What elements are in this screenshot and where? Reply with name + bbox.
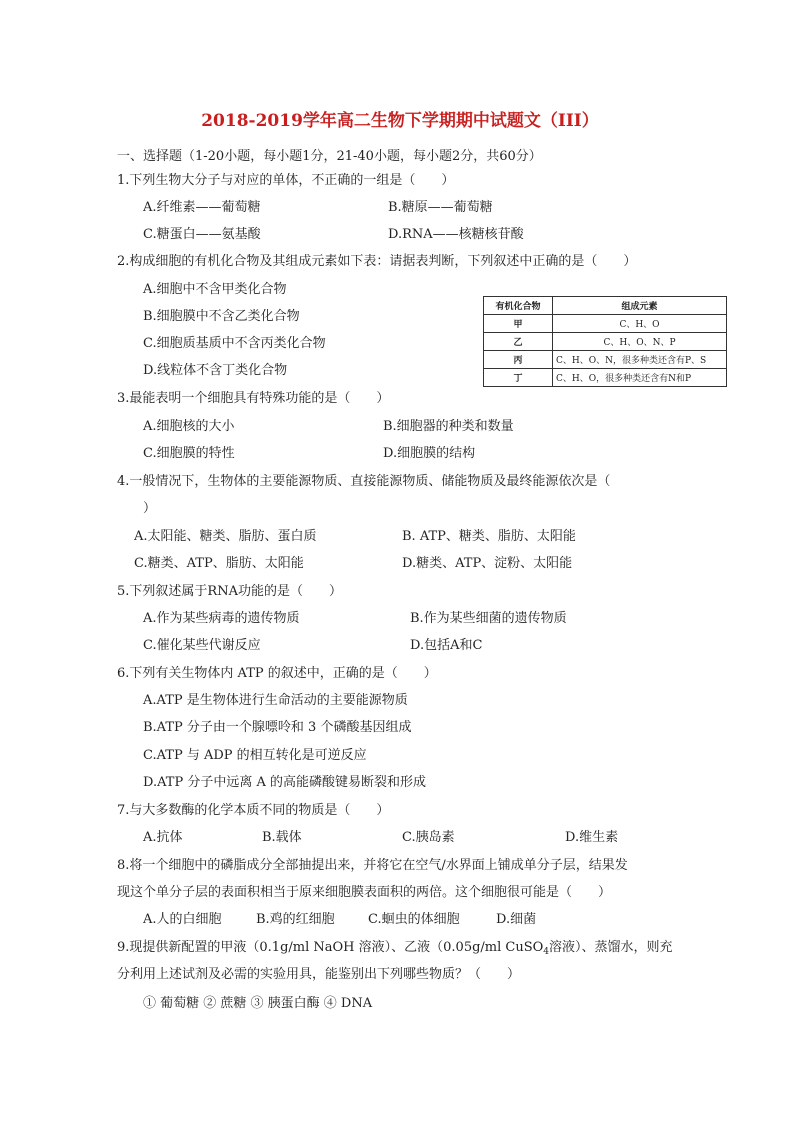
q5-option-a: A.作为某些病毒的遗传物质 <box>143 611 300 626</box>
q6-stem: 6.下列有关生物体内 ATP 的叙述中，正确的是（ ） <box>117 666 437 681</box>
q4-option-a: A.太阳能、糖类、脂肪、蛋白质 <box>134 529 317 544</box>
q8-option-d: D.细菌 <box>496 912 537 927</box>
q4-option-c: C.糖类、ATP、脂肪、太阳能 <box>134 556 304 571</box>
q5-option-c: C.催化某些代谢反应 <box>143 638 261 653</box>
q3-option-a: A.细胞核的大小 <box>143 419 235 434</box>
q2-option-c: C.细胞质基质中不含丙类化合物 <box>143 336 326 351</box>
table-row <box>484 333 727 351</box>
q4-option-d: D.糖类、ATP、淀粉、太阳能 <box>402 556 573 571</box>
q1-stem: 1.下列生物大分子与对应的单体，不正确的一组是（ ） <box>117 173 455 188</box>
section-header: 一、选择题（1-20小题，每小题1分，21-40小题，每小题2分，共60分） <box>117 149 542 164</box>
q1-option-b: B.糖原——葡萄糖 <box>388 200 493 215</box>
q9-options: ① 葡萄糖 ② 蔗糖 ③ 胰蛋白酶 ④ DNA <box>143 996 373 1011</box>
q7-stem: 7.与大多数酶的化学本质不同的物质是（ ） <box>117 803 390 818</box>
q7-option-b: B.载体 <box>262 830 302 845</box>
q1-option-c: C.糖蛋白——氨基酸 <box>143 227 261 242</box>
table-cell: 丁 <box>484 369 553 387</box>
q1-option-a: A.纤维素——葡萄糖 <box>143 200 261 215</box>
q6-option-d: D.ATP 分子中远离 A 的高能磷酸键易断裂和形成 <box>143 775 426 790</box>
q1-option-d: D.RNA——核糖核苷酸 <box>388 227 524 242</box>
table-cell: C、H、O、N、P <box>553 333 727 351</box>
table-cell: 乙 <box>484 333 553 351</box>
q9-stem-subscript: 4 <box>543 947 550 957</box>
q9-stem-part-a: 9.现提供新配置的甲液（0.1g/ml NaOH 溶液）、乙液（0.05g/ml CuSO <box>117 940 544 955</box>
q7-option-c: C.胰岛素 <box>402 830 455 845</box>
q3-option-d: D.细胞膜的结构 <box>383 446 476 461</box>
table-header-row <box>484 297 727 315</box>
q9-stem <box>117 939 673 961</box>
q2-stem: 2.构成细胞的有机化合物及其组成元素如下表：请据表判断，下列叙述中正确的是（ ） <box>117 254 637 269</box>
q8-option-b: B.鸡的红细胞 <box>256 912 335 927</box>
q2-option-b: B.细胞膜中不含乙类化合物 <box>143 309 300 324</box>
q4-stem-continued: ） <box>143 501 157 516</box>
q2-option-a: A.细胞中不含甲类化合物 <box>143 282 287 297</box>
table-row <box>484 315 727 333</box>
q4-stem: 4.一般情况下，生物体的主要能源物质、直接能源物质、储能物质及最终能源依次是（ <box>117 474 611 489</box>
q7-option-d: D.维生素 <box>565 830 619 845</box>
table-cell: 甲 <box>484 315 553 333</box>
q6-option-a: A.ATP 是生物体进行生命活动的主要能源物质 <box>143 693 408 708</box>
q3-option-c: C.细胞膜的特性 <box>143 446 235 461</box>
table-row <box>484 369 727 387</box>
table-cell: C、H、O <box>553 315 727 333</box>
table-cell: 丙 <box>484 351 553 369</box>
table-header-cell: 组成元素 <box>553 297 727 315</box>
q9-stem-part-b: 溶液）、蒸馏水，则充 <box>549 940 673 955</box>
compound-table <box>483 296 727 387</box>
q6-option-c: C.ATP 与 ADP 的相互转化是可逆反应 <box>143 748 367 763</box>
q5-option-b: B.作为某些细菌的遗传物质 <box>410 611 567 626</box>
q4-option-b: B. ATP、糖类、脂肪、太阳能 <box>402 529 576 544</box>
q7-option-a: A.抗体 <box>143 830 183 845</box>
table-row <box>484 351 727 369</box>
q8-option-a: A.人的白细胞 <box>143 912 222 927</box>
q6-option-b: B.ATP 分子由一个腺嘌呤和 3 个磷酸基因组成 <box>143 720 412 735</box>
q2-option-d: D.线粒体不含丁类化合物 <box>143 363 288 378</box>
table-header-cell: 有机化合物 <box>484 297 553 315</box>
q3-stem: 3.最能表明一个细胞具有特殊功能的是（ ） <box>117 391 390 406</box>
q8-stem-continued: 现这个单分子层的表面积相当于原来细胞膜表面积的两倍。这个细胞很可能是（ ） <box>117 885 612 900</box>
q9-stem-continued: 分利用上述试剂及必需的实验用具，能鉴别出下列哪些物质？（ ） <box>117 967 521 982</box>
q8-stem: 8.将一个细胞中的磷脂成分全部抽提出来，并将它在空气/水界面上铺成单分子层，结果发 <box>117 858 628 873</box>
q5-option-d: D.包括A和C <box>410 638 483 653</box>
table-cell: C、H、O，很多种类还含有N和P <box>553 369 727 387</box>
page-title: 2018-2019学年高二生物下学期期中试题文（III） <box>201 111 599 131</box>
q8-option-c: C.蛔虫的体细胞 <box>368 912 460 927</box>
q5-stem: 5.下列叙述属于RNA功能的是（ ） <box>117 584 342 599</box>
table-cell: C、H、O、N，很多种类还含有P、S <box>553 351 727 369</box>
q3-option-b: B.细胞器的种类和数量 <box>383 419 514 434</box>
